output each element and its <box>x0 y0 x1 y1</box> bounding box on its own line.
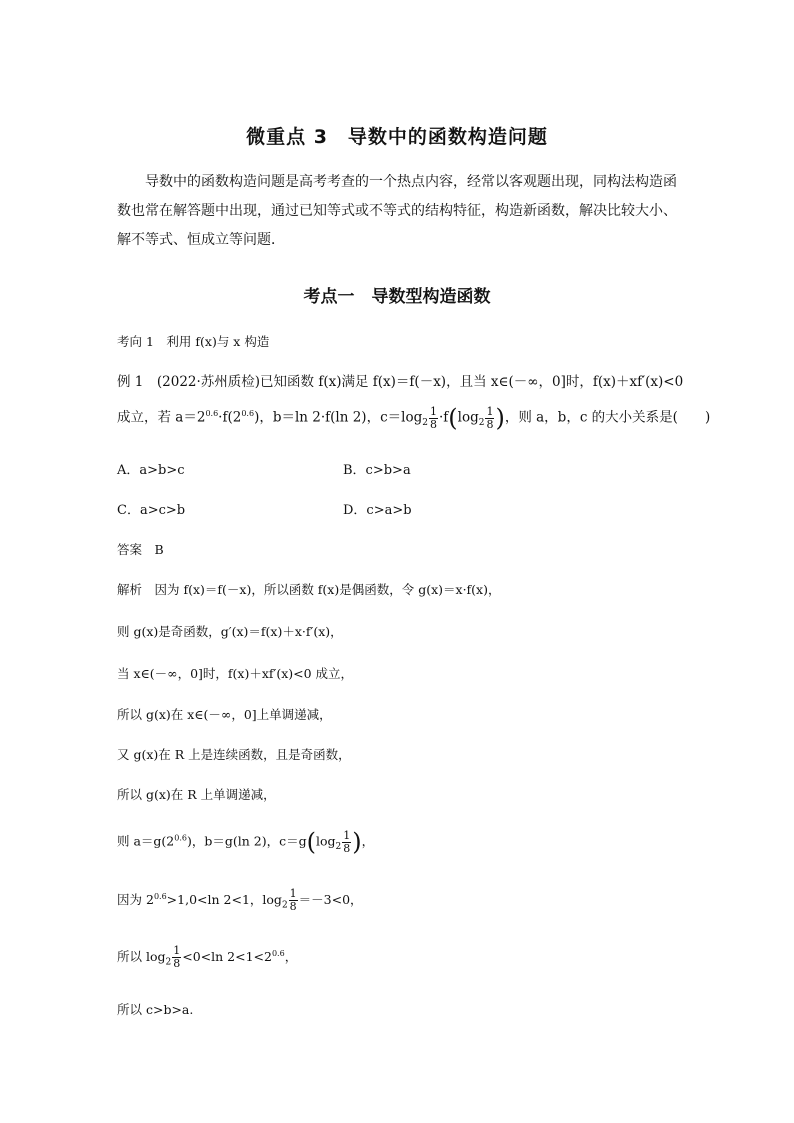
solution-line-2: 则 g(x)是奇函数，g′(x)＝f(x)＋x·f′(x)， <box>117 624 343 639</box>
page-title: 微重点 3 导数中的函数构造问题 <box>246 126 548 148</box>
fraction: $\frac{1}{8}$ <box>429 404 437 431</box>
intro-paragraph <box>117 168 677 255</box>
fraction: $\frac{1}{8}$ <box>343 828 351 855</box>
solution-line-9: 所以 $\log_2$ $\frac{1}{8}$ <0<ln $2<1<2^{0.6}$， <box>117 944 298 970</box>
solution-line-3: 当 x∈(－∞，0]时，f(x)＋xf′(x)<0 成立， <box>117 666 354 681</box>
option-d[interactable]: D．c>a>b <box>343 503 412 518</box>
solution-line-10: 所以 c>b>a. <box>117 1002 194 1017</box>
solution-line-1: 解析 因为 f(x)＝f(－x)，所以函数 f(x)是偶函数，令 g(x)＝x·f(x)， <box>117 582 501 597</box>
fraction: $\frac{1}{8}$ <box>289 887 297 913</box>
intro-text: 导数中的函数构造问题是高考考查的一个热点内容，经常以客观题出现，同构法构造函数也常在解答题中出现，通过已知等式或不等式的结构特征，构造新函数，解决比较大小、解不等式、恒成立等问题． <box>117 174 677 248</box>
solution-line-6: 所以 g(x)在 R 上单调递减， <box>117 787 276 802</box>
solution-line-8: 因为 $2^{0.6}>1,0<\ln$ 2<1，$\log_2$ $\frac{1}{8}$ ＝－3<0， <box>117 887 363 913</box>
subsection-heading: 考向 1 利用 f(x)与 x 构造 <box>117 334 270 349</box>
option-c[interactable]: C．a>c>b <box>117 503 186 518</box>
option-b[interactable]: B．c>b>a <box>343 463 411 478</box>
answer-line: 答案 B <box>117 542 164 557</box>
solution-line-7: 则 $a=g(2^{0.6})$，b＝g(ln 2)，$c=g(\log_2$ $\frac{1}{8}$ )， <box>117 828 375 856</box>
fraction: $\frac{1}{8}$ <box>173 944 181 970</box>
solution-line-4: 所以 g(x)在 x∈(－∞，0]上单调递减， <box>117 707 332 722</box>
section-title: 考点一 导数型构造函数 <box>303 287 491 307</box>
solution-line-5: 又 g(x)在 R 上是连续函数，且是奇函数， <box>117 747 351 762</box>
option-a[interactable]: A．a>b>c <box>117 463 185 478</box>
example-line-2: 成立，若 $a=2^{0.6}\cdot f(2^{0.6})$，b＝ln 2·f(ln 2)，$c=\log_2$ $\frac{1}{8}$ $\cdot f(\log_2$ $\frac{1}{8}$ )，则 a，b，c 的大小关系是( ) <box>117 404 711 432</box>
example-line-1: 例 1 (2022·苏州质检)已知函数 f(x)满足 f(x)＝f(－x)，且当 x∈(－∞，0]时，f(x)＋xf′(x)<0 <box>117 374 684 390</box>
fraction: $\frac{1}{8}$ <box>486 404 494 431</box>
